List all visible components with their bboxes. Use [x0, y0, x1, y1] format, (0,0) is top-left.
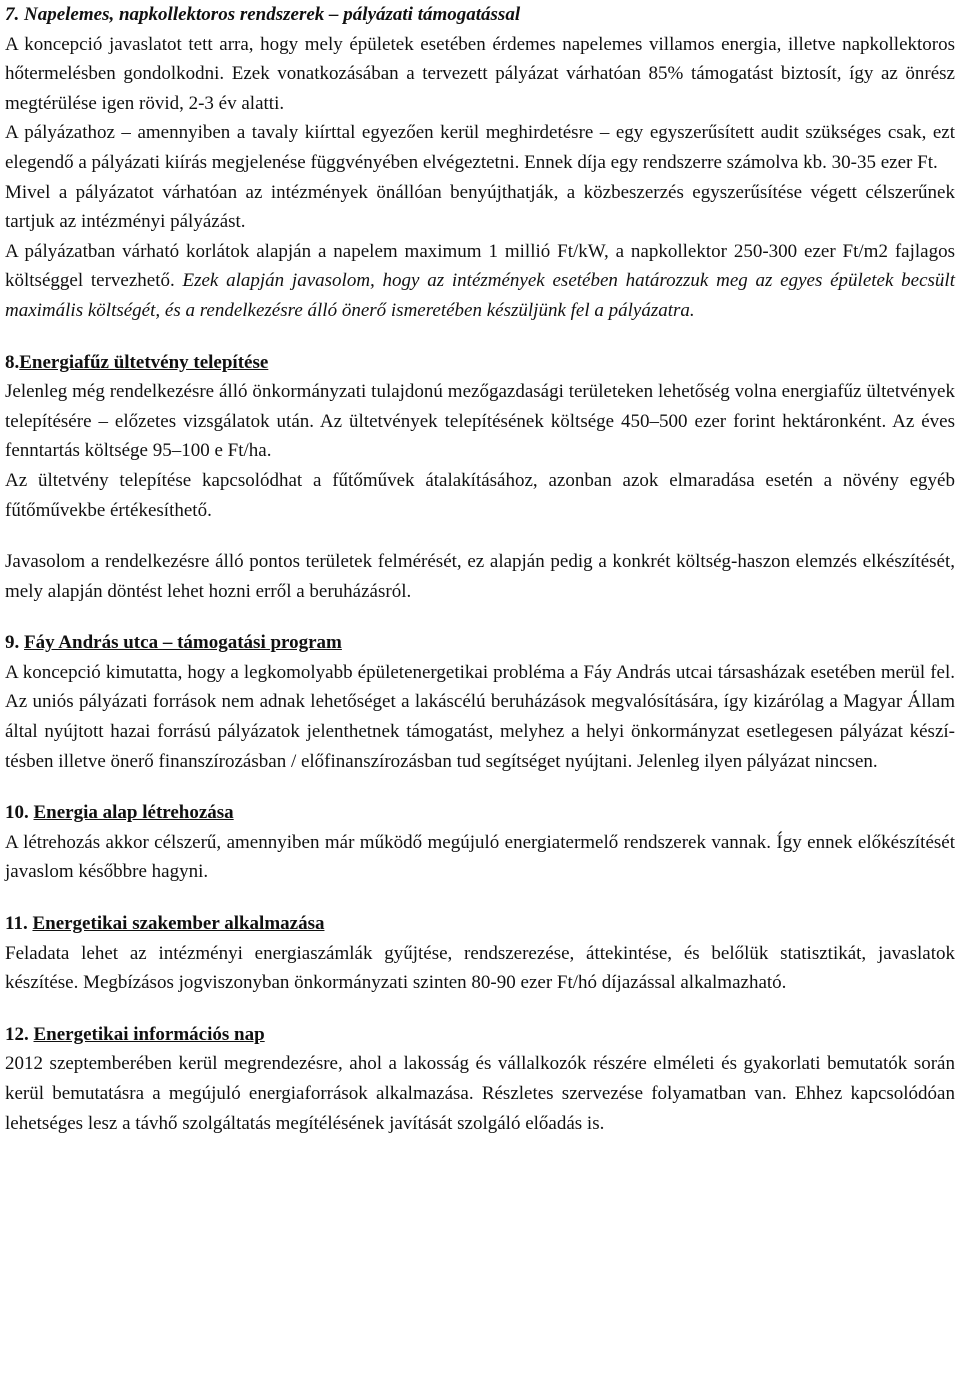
section-12-paragraph-1: 2012 szeptemberében kerül megrendezésre, ahol a lakosság és vállalkozók részére elméleti és gyakorlati bemutatók során kerül bemutatásra a megújuló energiaforrások alkalmazása. Részletes szervezése folyamatban van. Ehhez kapcsolódóan lehetséges lesz a távhő szolgáltatás megítélésének javítását szolgáló előadás is. [5, 1053, 955, 1134]
document-page [5, 0, 955, 1138]
section-10-number: 10. [5, 802, 29, 824]
section-8 [5, 348, 955, 607]
section-11-paragraph-1: Feladata lehet az intézményi energiaszámlák gyűjtése, rendszerezése, áttekintése, és belőlük statisztikát, javaslatok készítése. Megbízásos jogviszonyban önkormányzati szinten 80-90 ezer Ft/hó díjazással alkalmazható. [5, 942, 955, 994]
section-12 [5, 1020, 955, 1138]
section-10-title: Energia alap létrehozása [33, 802, 234, 824]
section-10 [5, 798, 955, 887]
section-9 [5, 628, 955, 776]
section-7 [5, 0, 955, 326]
section-9-paragraph-1: A koncepció kimutatta, hogy a legkomolyabb épületenergetikai probléma a Fáy András utcai társasházak esetében merül fel. Az uniós pályázati források nem adnak lehetőséget a lakáscélú beruházások megvalósítására, így kizárólag a Magyar Állam által nyújtott hazai forrású pályázatok jelenthetnek támogatást, melyhez a helyi önkormányzat esetlegesen pályázat készítésben illetve önerő finanszírozásban / előfinanszírozásban tud segítséget nyújtani. Jelenleg ilyen pályázat nincsen. [5, 661, 955, 772]
section-8-paragraph-2: Az ültetvény telepítése kapcsolódhat a fűtőművek átalakításához, azonban azok elmaradása esetén a növény egyéb fűtőművekbe értékesíthető. [5, 469, 955, 521]
section-7-heading: 7. Napelemes, napkollektoros rendszerek – pályázati támogatással [5, 4, 521, 25]
section-7-paragraph-3: Mivel a pályázatot várhatóan az intézmények önállóan benyújthatják, a közbeszerzés egyszerűsítése végett célszerűnek tartjuk az intézményi pályázást. [5, 181, 955, 233]
section-11-heading [5, 909, 955, 939]
section-8-number: 8. [5, 351, 20, 373]
section-8-paragraph-1: Jelenleg még rendelkezésre álló önkormányzati tulajdonú mezőgazdasági területeken lehetőség volna energiafűz ültetvények telepítésére – előzetes vizsgálatok után. Az ültetvények telepítésének költsége 450–500 ezer forint hektáronként. Az éves fenntartás költsége 95–100 e Ft/ha. [5, 381, 955, 462]
section-11-title: Energetikai szakember alkalmazása [32, 913, 325, 935]
section-7-paragraph-2: A pályázathoz – amennyiben a tavaly kiírttal egyezően kerül meghirdetésre – egy egyszerűsített audit szükséges csak, ezt elegendő a pályázati kiírás megjelenése függvényében elvégeztetni. Ennek díja egy rendszerre számolva kb. 30-35 ezer Ft. [5, 122, 955, 173]
section-12-number: 12. [5, 1023, 29, 1045]
section-9-heading [5, 628, 955, 658]
section-8-title: Energiafűz ültetvény telepítése [19, 351, 269, 373]
section-8-heading [5, 348, 955, 378]
section-8-paragraph-3: Javasolom a rendelkezésre álló pontos területek felmérését, ez alapján pedig a konkrét költség-haszon elemzés elkészítését, mely alapján döntést lehet hozni erről a beruházásról. [5, 551, 955, 602]
section-9-title: Fáy András utca – támogatási program [24, 632, 342, 654]
section-12-heading [5, 1020, 955, 1050]
section-7-paragraph-4-plain: A pályázatban várható korlátok alapján a napelem maximum 1 millió Ft/kW, a napkollektor 250-300 ezer Ft/m2 fajlagos költséggel tervezhető. [5, 240, 955, 292]
section-12-title: Energetikai információs nap [33, 1023, 265, 1045]
section-9-number: 9. [5, 632, 20, 654]
section-10-heading [5, 798, 955, 828]
section-11-number: 11. [5, 913, 28, 935]
section-11 [5, 909, 955, 998]
section-7-paragraph-1: A koncepció javaslatot tett arra, hogy mely épületek esetében érdemes napelemes villamos energia, illetve napkollektoros hőtermelésben gondolkodni. Ezek vonatkozásában a tervezett pályázat várhatóan 85% támogatást biztosít, így az önrész megtérülése igen rövid, 2-3 év alatti. [5, 33, 955, 114]
section-7-paragraph-4-italic: Ezek alapján javasolom, hogy az intézmények esetében határozzuk meg az egyes épületek becsült maximális költségét, és a rendelkezésre álló önerő ismeretében készüljünk fel a pályázatra. [5, 270, 955, 321]
section-7-paragraph-4 [5, 237, 955, 326]
section-10-paragraph-1: A létrehozás akkor célszerű, amennyiben már működő megújuló energiatermelő rendszerek vannak. Így ennek előkészítését javaslom későbbre hagyni. [5, 831, 955, 883]
